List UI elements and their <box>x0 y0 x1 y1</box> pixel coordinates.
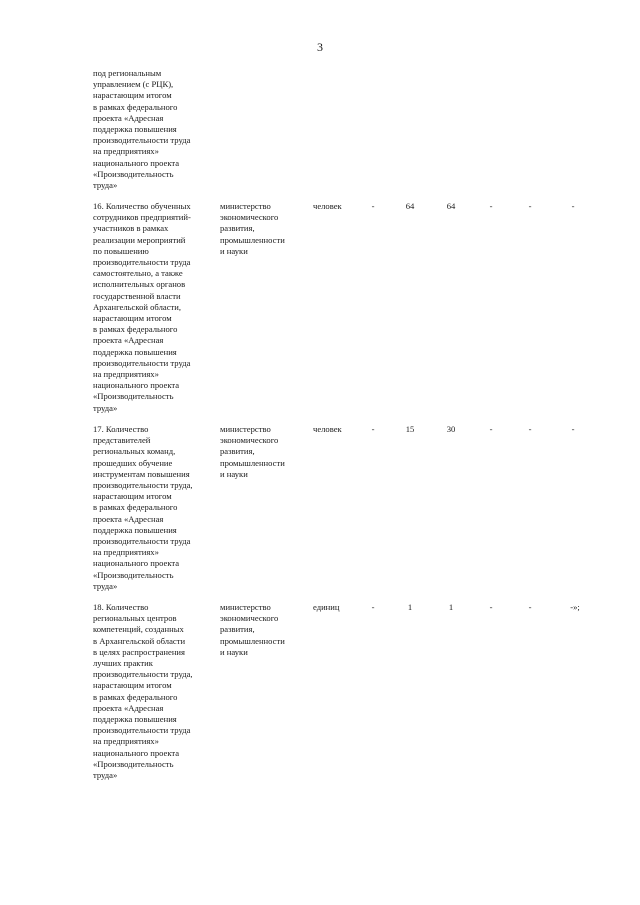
text-line: развития, <box>220 446 255 457</box>
text-line: в Архангельской области <box>93 635 186 646</box>
text-line: в рамках федерального <box>93 691 178 702</box>
text-line: по повышению <box>93 245 149 256</box>
text-line: развития, <box>220 223 255 234</box>
text-line: инструментам повышения <box>93 468 190 479</box>
text-line: производительности труда <box>93 135 191 146</box>
text-line: в рамках федерального <box>93 324 178 335</box>
carryover-text <box>93 68 215 191</box>
text-line: управлением (с РЦК), <box>93 79 174 90</box>
text-line: в целях распространения <box>93 646 185 657</box>
text-line: нарастающим итогом <box>93 313 172 324</box>
text-line: компетенций, созданных <box>93 624 184 635</box>
value-cell: - <box>371 602 375 612</box>
value-cell: -»; <box>570 602 580 612</box>
text-line: «Производительность <box>93 391 174 402</box>
text-line: на предприятиях» <box>93 547 159 558</box>
text-line: на предприятиях» <box>93 736 159 747</box>
text-line: экономического <box>220 613 279 624</box>
text-line: экономического <box>220 435 279 446</box>
text-line: прошедших обучение <box>93 457 173 468</box>
value-cell: - <box>489 424 493 434</box>
value-cell: - <box>528 424 532 434</box>
text-line: нарастающим итогом <box>93 90 172 101</box>
text-line: под региональным <box>93 68 162 78</box>
text-line: поддержка повышения <box>93 524 177 535</box>
value-cell: - <box>489 602 493 612</box>
text-line: 17. Количество <box>93 424 149 434</box>
text-line: реализации мероприятий <box>93 234 186 245</box>
value-cell: - <box>571 424 575 434</box>
text-line: «Производительность <box>93 569 174 580</box>
text-line: национального проекта <box>93 157 180 168</box>
value-cell: - <box>371 201 375 211</box>
text-line: производительности труда <box>93 725 191 736</box>
text-line: производительности труда, <box>93 480 193 491</box>
text-line: исполнительных органов <box>93 279 186 290</box>
text-line: представителей <box>93 435 151 446</box>
text-line: министерство <box>220 201 271 211</box>
text-line: национального проекта <box>93 380 180 391</box>
text-line: труда» <box>93 402 118 413</box>
text-line: региональных центров <box>93 613 177 624</box>
text-line: в рамках федерального <box>93 101 178 112</box>
text-line: поддержка повышения <box>93 346 177 357</box>
text-line: проекта «Адресная <box>93 335 164 346</box>
text-line: и науки <box>220 468 248 479</box>
text-line: производительности труда <box>93 257 191 268</box>
responsible-body <box>220 201 302 257</box>
text-line: поддержка повышения <box>93 714 177 725</box>
text-line: на предприятиях» <box>93 369 159 380</box>
value-cell: - <box>528 602 532 612</box>
text-line: и науки <box>220 646 248 657</box>
value-cell: 30 <box>446 424 456 434</box>
unit: единиц <box>313 602 340 612</box>
page-number: 3 <box>317 40 323 54</box>
text-line: сотрудников предприятий- <box>93 212 191 223</box>
text-line: 18. Количество <box>93 602 149 612</box>
text-line: проекта «Адресная <box>93 112 164 123</box>
value-cell: 1 <box>407 602 413 612</box>
indicator-name <box>93 201 215 414</box>
value-cell: - <box>528 201 532 211</box>
text-line: в рамках федерального <box>93 502 178 513</box>
responsible-body <box>220 424 302 480</box>
text-line: промышленности <box>220 635 285 646</box>
text-line: промышленности <box>220 457 285 468</box>
text-line: производительности труда <box>93 357 191 368</box>
text-line: региональных команд, <box>93 446 176 457</box>
text-line: проекта «Адресная <box>93 702 164 713</box>
text-line: министерство <box>220 602 271 612</box>
text-line: национального проекта <box>93 558 180 569</box>
indicator-name <box>93 602 215 781</box>
text-line: и науки <box>220 245 248 256</box>
text-line: производительности труда <box>93 536 191 547</box>
text-line: нарастающим итогом <box>93 680 172 691</box>
text-line: «Производительность <box>93 168 174 179</box>
text-line: поддержка повышения <box>93 124 177 135</box>
text-line: самостоятельно, а также <box>93 268 183 279</box>
text-line: лучших практик <box>93 658 153 669</box>
text-line: развития, <box>220 624 255 635</box>
text-line: Архангельской области, <box>93 301 182 312</box>
value-cell: - <box>489 201 493 211</box>
text-line: проекта «Адресная <box>93 513 164 524</box>
text-line: труда» <box>93 580 118 591</box>
value-cell: 64 <box>446 201 456 211</box>
text-line: национального проекта <box>93 747 180 758</box>
value-cell: 1 <box>448 602 454 612</box>
text-line: государственной власти <box>93 290 181 301</box>
text-line: производительности труда, <box>93 669 193 680</box>
value-cell: 64 <box>405 201 415 211</box>
responsible-body <box>220 602 302 658</box>
text-line: нарастающим итогом <box>93 491 172 502</box>
value-cell: - <box>571 201 575 211</box>
text-line: труда» <box>93 180 118 191</box>
unit: человек <box>313 424 342 434</box>
text-line: «Производительность <box>93 758 174 769</box>
unit: человек <box>313 201 342 211</box>
text-line: на предприятиях» <box>93 146 159 157</box>
text-line: труда» <box>93 770 118 781</box>
text-line: 16. Количество обученных <box>93 201 191 211</box>
indicator-name <box>93 424 215 592</box>
value-cell: 15 <box>405 424 415 434</box>
text-line: промышленности <box>220 234 285 245</box>
text-line: министерство <box>220 424 271 434</box>
value-cell: - <box>371 424 375 434</box>
text-line: экономического <box>220 212 279 223</box>
text-line: участников в рамках <box>93 223 169 234</box>
